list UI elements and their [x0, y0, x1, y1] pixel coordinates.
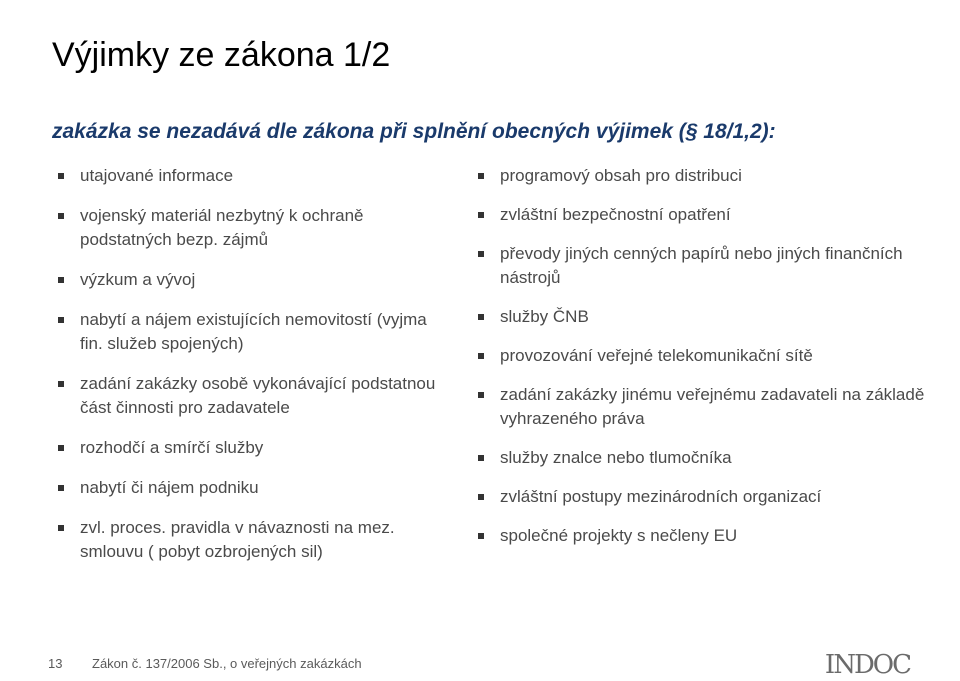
list-item-text: nabytí a nájem existujících nemovitostí (vyjma fin. služeb spojených) — [80, 310, 427, 353]
list-item — [58, 372, 448, 420]
list-item — [478, 383, 938, 431]
list-item — [478, 524, 938, 548]
square-bullet-icon — [478, 533, 484, 539]
list-item-text: vojenský materiál nezbytný k ochraně podstatných bezp. zájmů — [80, 206, 364, 249]
list-item — [58, 436, 448, 460]
square-bullet-icon — [58, 213, 64, 219]
list-item — [58, 476, 448, 500]
square-bullet-icon — [58, 277, 64, 283]
square-bullet-icon — [478, 251, 484, 257]
list-item — [478, 485, 938, 509]
square-bullet-icon — [478, 455, 484, 461]
list-item-text: služby ČNB — [500, 307, 589, 326]
list-item-text: převody jiných cenných papírů nebo jiných finančních nástrojů — [500, 244, 903, 287]
list-item — [478, 164, 938, 188]
list-item — [58, 164, 448, 188]
square-bullet-icon — [58, 173, 64, 179]
list-item-text: zadání zakázky jinému veřejnému zadavateli na základě vyhrazeného práva — [500, 385, 925, 428]
list-item-text: programový obsah pro distribuci — [500, 166, 742, 185]
list-item — [478, 305, 938, 329]
list-item-text: provozování veřejné telekomunikační sítě — [500, 346, 813, 365]
square-bullet-icon — [58, 445, 64, 451]
list-item-text: zvláštní bezpečnostní opatření — [500, 205, 731, 224]
list-item-text: zvláštní postupy mezinárodních organizací — [500, 487, 822, 506]
square-bullet-icon — [478, 173, 484, 179]
square-bullet-icon — [478, 314, 484, 320]
list-item — [58, 516, 448, 564]
square-bullet-icon — [478, 392, 484, 398]
slide-subtitle: zakázka se nezadává dle zákona při splnění obecných výjimek (§ 18/1,2): — [52, 120, 776, 143]
page-number: 13 — [48, 656, 63, 671]
list-item-text: zadání zakázky osobě vykonávající podstatnou část činnosti pro zadavatele — [80, 374, 436, 417]
square-bullet-icon — [478, 494, 484, 500]
list-item — [478, 344, 938, 368]
list-item-text: rozhodčí a smírčí služby — [80, 438, 264, 457]
list-item — [58, 308, 448, 356]
list-item-text: společné projekty s nečleny EU — [500, 526, 738, 545]
list-item — [478, 446, 938, 470]
list-item-text: výzkum a vývoj — [80, 270, 196, 289]
indoc-logo: INDOC — [824, 650, 910, 680]
list-item — [58, 204, 448, 252]
footer-text: Zákon č. 137/2006 Sb., o veřejných zakázkách — [92, 656, 362, 671]
square-bullet-icon — [58, 381, 64, 387]
list-item-text: nabytí či nájem podniku — [80, 478, 259, 497]
slide-title: Výjimky ze zákona 1/2 — [52, 36, 391, 74]
list-item — [58, 268, 448, 292]
square-bullet-icon — [478, 212, 484, 218]
right-bullet-list — [478, 164, 938, 563]
list-item-text: utajované informace — [80, 166, 234, 185]
list-item-text: zvl. proces. pravidla v návaznosti na mez. smlouvu ( pobyt ozbrojených sil) — [80, 518, 395, 561]
square-bullet-icon — [58, 485, 64, 491]
list-item — [478, 242, 938, 290]
left-bullet-list — [58, 164, 448, 580]
square-bullet-icon — [478, 353, 484, 359]
list-item-text: služby znalce nebo tlumočníka — [500, 448, 732, 467]
square-bullet-icon — [58, 317, 64, 323]
list-item — [478, 203, 938, 227]
square-bullet-icon — [58, 525, 64, 531]
